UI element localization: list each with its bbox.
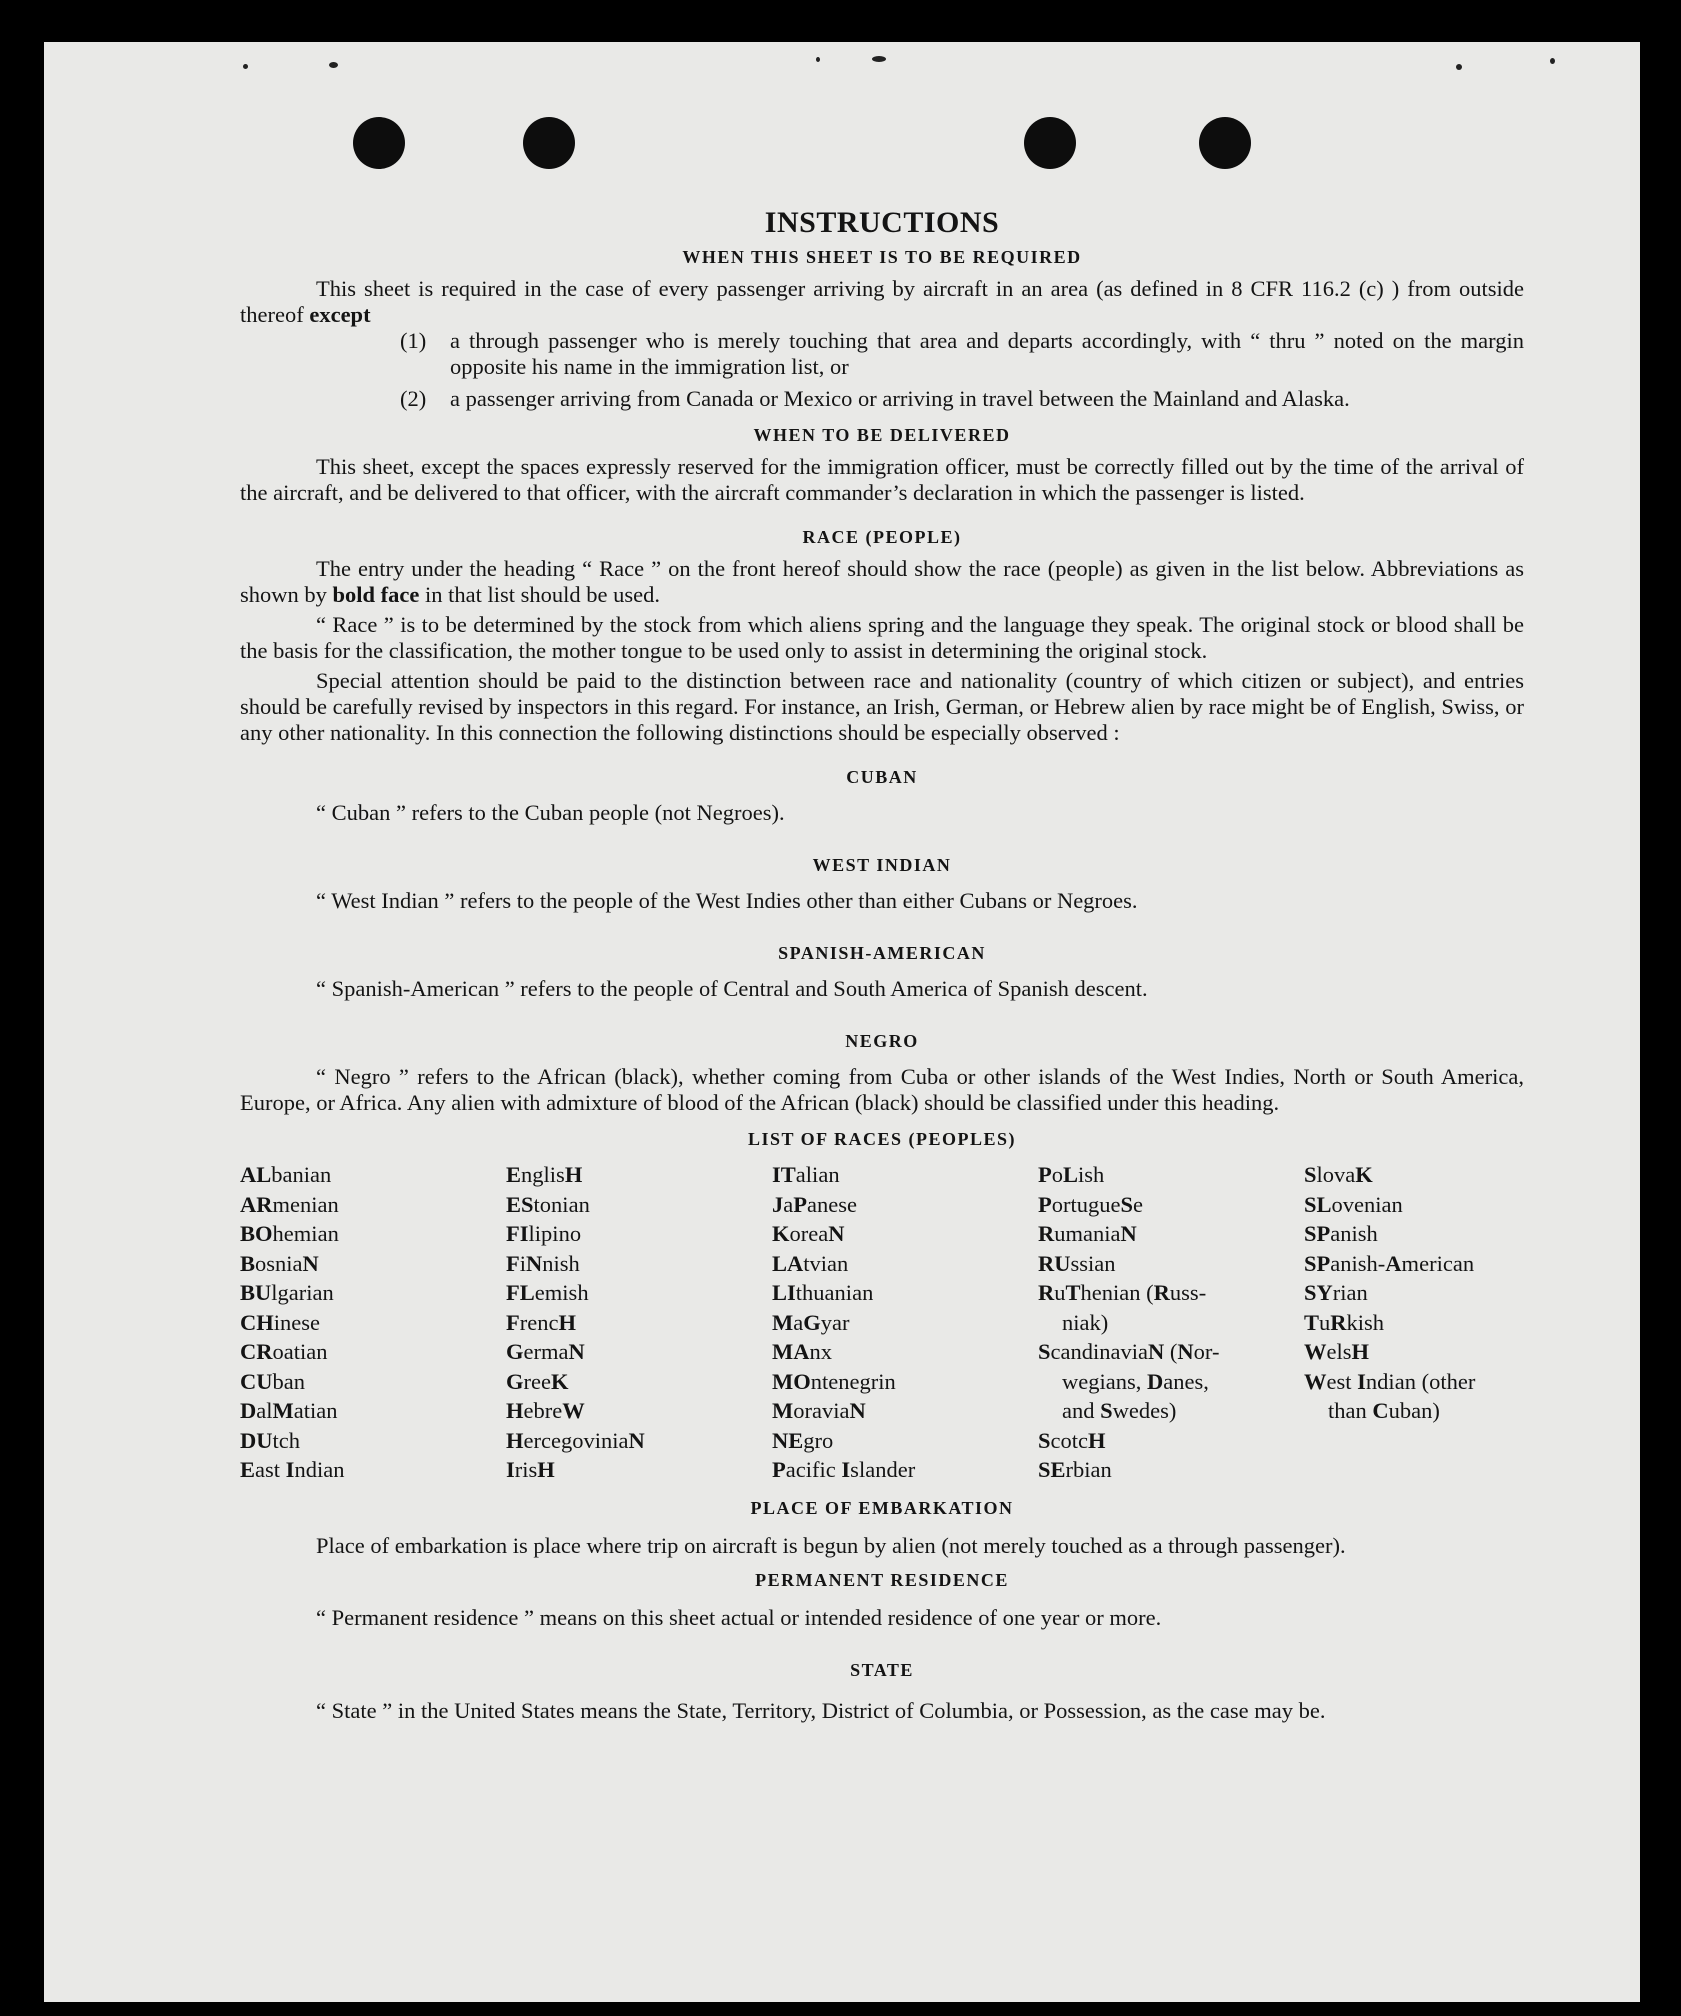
race-entry: MaGyar	[772, 1309, 850, 1335]
race-entry-continuation: wegians, Danes,	[1062, 1368, 1209, 1394]
speck	[1456, 64, 1462, 70]
speck	[1550, 58, 1555, 64]
race-entry: PoLish	[1038, 1162, 1105, 1187]
race-entry: GreeK	[506, 1368, 569, 1394]
race-entry: ITalian	[772, 1162, 840, 1187]
speck	[243, 64, 248, 69]
race-entry: CHinese	[240, 1309, 321, 1335]
when-delivered-text: This sheet, except the spaces expressly reserved for the immigration officer, must be correctly filled out by the time of the arrival of the aircraft, and be delivered to that officer, with the aircraft commander’s declaration in which the passenger is listed.	[240, 454, 1524, 505]
races-list	[240, 1160, 1524, 1485]
place-of-embarkation-text: Place of embarkation is place where trip on aircraft is begun by alien (not merely touched as a through passenger).	[316, 1532, 1346, 1558]
race-entry: ALbanian	[240, 1162, 332, 1187]
race-entry: ARmenian	[240, 1191, 339, 1217]
state-text: “ State ” in the United States means the State, Territory, District of Columbia, or Possession, as the case may be.	[316, 1697, 1326, 1723]
section-heading-place-of-embarkation: PLACE OF EMBARKATION	[750, 1497, 1014, 1518]
race-entry: BosniaN	[240, 1250, 319, 1276]
exception-text: a passenger arriving from Canada or Mexico or arriving in travel between the Mainland and Alaska.	[450, 386, 1350, 411]
races-column	[506, 1160, 772, 1485]
race-entry: MoraviaN	[772, 1398, 866, 1423]
race-entry: BUlgarian	[240, 1280, 334, 1305]
exception-item	[400, 386, 1524, 412]
cuban-text: “ Cuban ” refers to the Cuban people (not Negroes).	[316, 800, 785, 825]
races-column	[772, 1160, 1038, 1485]
race-entry: CUban	[240, 1368, 305, 1394]
race-entry: East Indian	[240, 1457, 345, 1482]
race-entry: SYrian	[1304, 1280, 1368, 1305]
race-entry: RumaniaN	[1038, 1221, 1137, 1246]
section-heading-list-of-races: LIST OF RACES (PEOPLES)	[747, 1129, 1017, 1149]
race-entry: FrencH	[506, 1309, 577, 1335]
race-entry: SPanish	[1304, 1221, 1378, 1246]
race-entry: JaPanese	[772, 1191, 858, 1217]
negro-text: “ Negro ” refers to the African (black), whether coming from Cuba or other islands of the West Indies, North or South America, Europe, or Africa. Any alien with admixture of blood of the African (black) should be classified under this heading.	[240, 1064, 1524, 1115]
race-entry: LIthuanian	[772, 1280, 874, 1305]
instructions-content	[240, 202, 1524, 1727]
races-column	[1304, 1160, 1534, 1485]
race-entry: West Indian (other	[1304, 1368, 1476, 1394]
race-entry: RUssian	[1038, 1250, 1116, 1276]
race-paragraph-2: “ Race ” is to be determined by the stock from which aliens spring and the language they speak. The original stock or blood shall be the basis for the classification, the mother tongue to be used only to assist in determining the original stock.	[240, 612, 1524, 663]
race-entry: GermaN	[506, 1339, 585, 1364]
race-entry: HebreW	[506, 1398, 585, 1423]
race-entry: BOhemian	[240, 1221, 339, 1246]
except-bold: except	[309, 302, 371, 327]
speck	[816, 57, 820, 62]
section-heading-when-required: WHEN THIS SHEET IS TO BE REQUIRED	[682, 247, 1082, 267]
punch-hole	[523, 117, 575, 169]
section-heading-west-indian: WEST INDIAN	[812, 855, 952, 875]
speck	[329, 62, 338, 68]
race-entry: HercegoviniaN	[506, 1427, 645, 1453]
document-sheet	[44, 42, 1640, 2002]
race-paragraph-3: Special attention should be paid to the distinction between race and nationality (country of which citizen or subject), and entries should be carefully revised by inspectors in this regard. For instance, an Irish, German, or Hebrew alien by race might be of English, Swiss, or any other nationality. In this connection the following distinctions should be especially observed :	[240, 668, 1524, 745]
punch-hole	[1199, 117, 1251, 169]
when-required-intro: This sheet is required in the case of every passenger arriving by aircraft in an area (as defined in 8 CFR 116.2 (c) ) from outside thereof except	[240, 276, 1524, 327]
race-entry: SLovenian	[1304, 1191, 1403, 1217]
punch-hole	[1024, 117, 1076, 169]
exception-number: (2)	[400, 386, 427, 411]
race-entry: IrisH	[506, 1457, 555, 1482]
race-entry: EnglisH	[506, 1162, 583, 1187]
races-column	[240, 1160, 506, 1485]
page-title: INSTRUCTIONS	[764, 206, 1000, 239]
race-entry: KoreaN	[772, 1221, 845, 1246]
spanish-american-text: “ Spanish-American ” refers to the people of Central and South America of Spanish descent.	[316, 976, 1148, 1001]
race-entry: CRoatian	[240, 1339, 328, 1364]
race-entry: ScandinaviaN (Nor-	[1038, 1339, 1220, 1364]
races-column	[1038, 1160, 1304, 1485]
section-heading-state: STATE	[850, 1659, 914, 1680]
race-entry: MAnx	[772, 1339, 832, 1364]
race-entry: SlovaK	[1304, 1162, 1373, 1187]
race-entry-continuation: than Cuban)	[1328, 1398, 1440, 1423]
race-entry: EStonian	[506, 1191, 590, 1217]
west-indian-text: “ West Indian ” refers to the people of the West Indies other than either Cubans or Negroes.	[316, 888, 1138, 913]
race-entry-continuation: and Swedes)	[1062, 1398, 1177, 1423]
exception-item	[400, 328, 1524, 380]
race-entry: SPanish-American	[1304, 1250, 1475, 1276]
race-entry: PortugueSe	[1038, 1191, 1144, 1217]
race-entry: DUtch	[240, 1427, 301, 1453]
race-entry: WelsH	[1304, 1339, 1370, 1364]
speck	[872, 56, 886, 62]
section-heading-spanish-american: SPANISH-AMERICAN	[778, 943, 986, 963]
race-entry: FLemish	[506, 1280, 589, 1305]
permanent-residence-text: “ Permanent residence ” means on this sheet actual or intended residence of one year or more.	[316, 1604, 1162, 1630]
section-heading-permanent-residence: PERMANENT RESIDENCE	[755, 1569, 1009, 1590]
race-entry: RuThenian (Russ-	[1038, 1280, 1207, 1305]
section-heading-race: RACE (PEOPLE)	[802, 527, 962, 547]
race-entry: DalMatian	[240, 1398, 338, 1423]
race-entry-continuation: niak)	[1062, 1309, 1109, 1335]
race-entry: FiNnish	[506, 1250, 580, 1276]
punch-hole	[353, 117, 405, 169]
race-entry: MOntenegrin	[772, 1368, 896, 1394]
race-entry: Pacific Islander	[772, 1457, 916, 1482]
race-entry: NEgro	[772, 1427, 834, 1453]
exception-number: (1)	[400, 328, 427, 353]
bold-face-label: bold face	[332, 582, 420, 607]
section-heading-negro: NEGRO	[845, 1031, 919, 1051]
race-entry: ScotcH	[1038, 1427, 1106, 1453]
section-heading-cuban: CUBAN	[846, 767, 918, 787]
section-heading-when-delivered: WHEN TO BE DELIVERED	[753, 425, 1011, 445]
race-paragraph-1: The entry under the heading “ Race ” on the front hereof should show the race (people) as given in the list below. Abbreviations as shown by bold face in that list should be used.	[240, 556, 1524, 607]
race-entry: LAtvian	[772, 1250, 849, 1276]
exception-text: a through passenger who is merely touching that area and departs accordingly, with “ thru ” noted on the margin opposite his name in the immigration list, or	[450, 328, 1524, 379]
race-entry: TuRkish	[1304, 1309, 1385, 1335]
race-entry: FIlipino	[506, 1221, 582, 1246]
race-entry: SErbian	[1038, 1457, 1112, 1482]
